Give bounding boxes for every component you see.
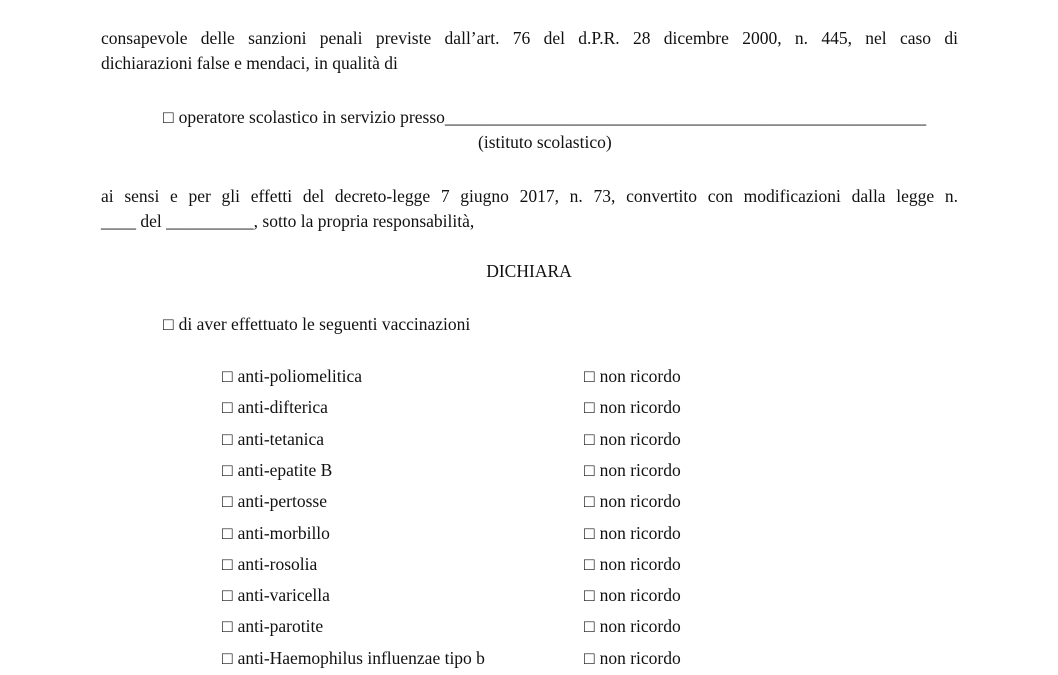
non-ricordo-option [584, 553, 681, 575]
vaccination-option [222, 396, 328, 418]
non-ricordo-option [584, 365, 681, 387]
vaccination-checkbox[interactable]: □ [222, 428, 233, 449]
vaccination-checkbox[interactable]: □ [222, 459, 233, 480]
non-ricordo-checkbox[interactable]: □ [584, 553, 595, 574]
non-ricordo-label: non ricordo [599, 616, 681, 637]
operatore-caption: (istituto scolastico) [478, 132, 612, 152]
vaccination-option [222, 459, 332, 481]
operatore-label: operatore scolastico in servizio presso_______________________________________________________ [178, 107, 927, 127]
non-ricordo-checkbox[interactable]: □ [584, 491, 595, 512]
non-ricordo-checkbox[interactable]: □ [584, 366, 595, 386]
vaccination-option [222, 428, 324, 450]
vaccination-name: anti-varicella [237, 585, 330, 606]
non-ricordo-checkbox[interactable]: □ [584, 428, 595, 449]
vaccination-name: anti-tetanica [237, 428, 325, 449]
vaccination-name: anti-epatite B [237, 459, 333, 480]
statement-checkbox[interactable]: □ [163, 314, 174, 334]
vaccination-option [222, 647, 485, 669]
vaccination-checkbox[interactable]: □ [222, 553, 233, 574]
vaccination-option [222, 365, 362, 387]
non-ricordo-option [584, 647, 681, 669]
non-ricordo-checkbox[interactable]: □ [584, 522, 595, 543]
non-ricordo-option [584, 459, 681, 481]
non-ricordo-option [584, 522, 681, 544]
non-ricordo-label: non ricordo [599, 366, 681, 386]
operatore-row [163, 106, 926, 128]
vaccination-checkbox[interactable]: □ [222, 647, 233, 668]
non-ricordo-checkbox[interactable]: □ [584, 459, 595, 480]
vaccination-name: anti-parotite [237, 616, 324, 637]
non-ricordo-label: non ricordo [599, 585, 681, 606]
vaccination-checkbox[interactable]: □ [222, 585, 233, 606]
vaccination-option [222, 522, 330, 544]
vaccination-checkbox[interactable]: □ [222, 616, 233, 637]
statement-label: di aver effettuato le seguenti vaccinazioni [178, 314, 471, 334]
vaccination-option [222, 490, 327, 512]
vaccination-name: anti-pertosse [237, 491, 327, 512]
para1-line1: consapevole delle sanzioni penali previste dall’art. 76 del d.P.R. 28 dicembre 2000, n. 445, nel caso di [101, 28, 958, 48]
non-ricordo-label: non ricordo [599, 428, 681, 449]
vaccination-name: anti-difterica [237, 397, 328, 418]
vaccination-option [222, 553, 317, 575]
non-ricordo-label: non ricordo [599, 647, 681, 668]
para1-line2: dichiarazioni false e mendaci, in qualità di [101, 53, 398, 73]
vaccination-checkbox[interactable]: □ [222, 366, 233, 386]
non-ricordo-option [584, 615, 681, 637]
non-ricordo-option [584, 584, 681, 606]
non-ricordo-label: non ricordo [599, 459, 681, 480]
para2-line2: ____ del __________, sotto la propria responsabilità, [101, 211, 475, 231]
non-ricordo-label: non ricordo [599, 397, 681, 418]
vaccination-name: anti-morbillo [237, 522, 330, 543]
vaccination-option [222, 584, 330, 606]
para2-line1: ai sensi e per gli effetti del decreto-legge 7 giugno 2017, n. 73, convertito con modificazioni dalla legge n. [101, 186, 958, 206]
statement-row [163, 313, 470, 335]
non-ricordo-option [584, 428, 681, 450]
vaccination-checkbox[interactable]: □ [222, 491, 233, 512]
non-ricordo-label: non ricordo [599, 522, 681, 543]
vaccination-name: anti-rosolia [237, 553, 318, 574]
vaccination-checkbox[interactable]: □ [222, 397, 233, 418]
heading-dichiara: DICHIARA [486, 261, 572, 281]
vaccination-option [222, 615, 323, 637]
non-ricordo-checkbox[interactable]: □ [584, 616, 595, 637]
non-ricordo-checkbox[interactable]: □ [584, 647, 595, 668]
non-ricordo-label: non ricordo [599, 553, 681, 574]
operatore-checkbox[interactable]: □ [163, 107, 174, 127]
vaccination-checkbox[interactable]: □ [222, 522, 233, 543]
vaccination-name: anti-Haemophilus influenzae tipo b [237, 647, 485, 668]
non-ricordo-label: non ricordo [599, 491, 681, 512]
non-ricordo-checkbox[interactable]: □ [584, 397, 595, 418]
non-ricordo-option [584, 396, 681, 418]
non-ricordo-option [584, 490, 681, 512]
vaccination-name: anti-poliomelitica [237, 366, 362, 386]
non-ricordo-checkbox[interactable]: □ [584, 585, 595, 606]
